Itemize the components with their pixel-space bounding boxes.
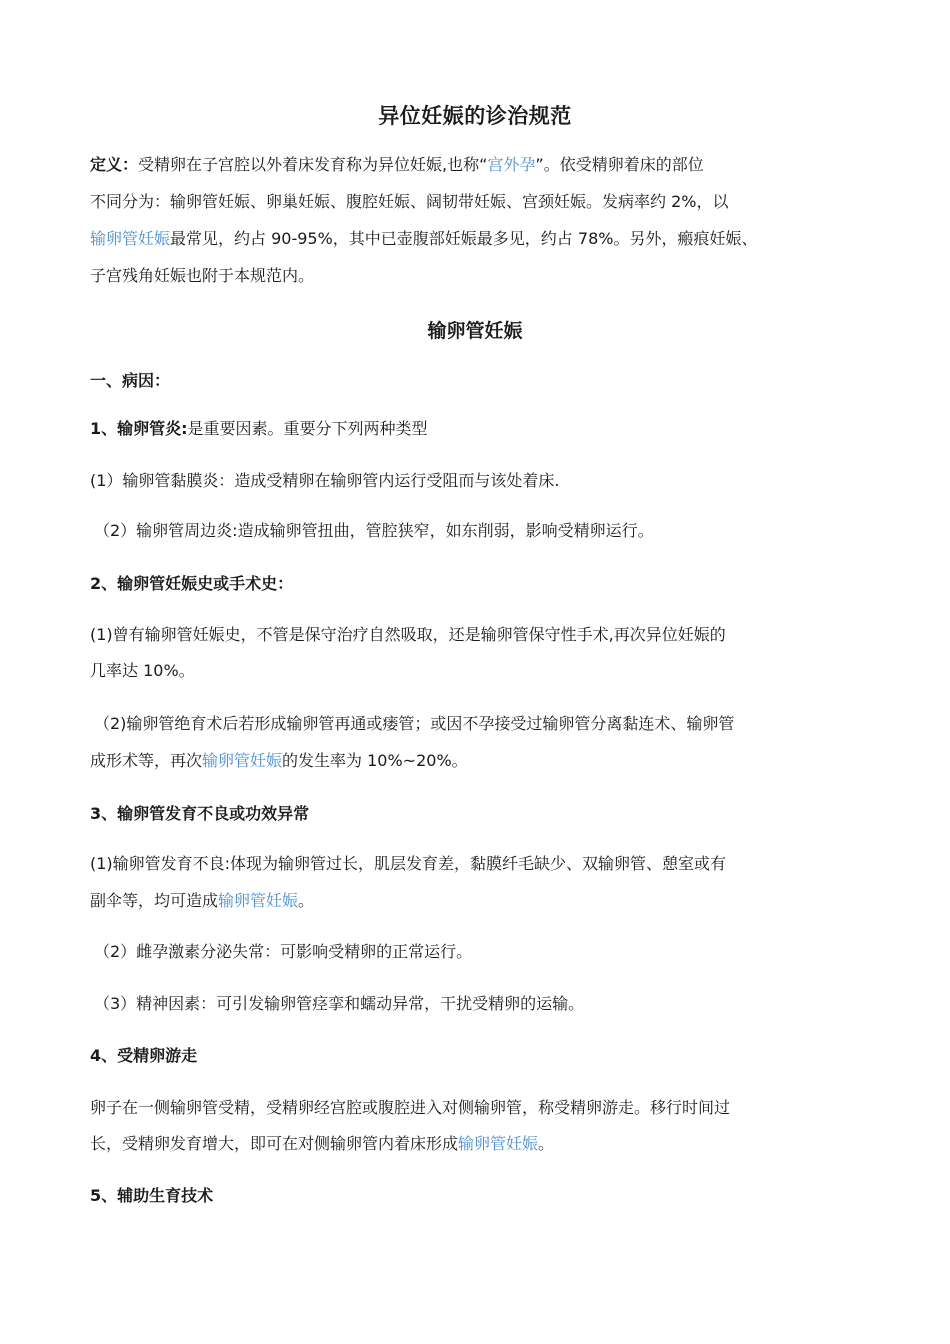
item5-heading: 5、辅助生育技术	[90, 1186, 214, 1205]
link-tubal-pregnancy[interactable]: 输卵管妊娠	[202, 751, 283, 770]
item4-text: 长，受精卵发育增大，即可在对侧输卵管内着床形成	[90, 1134, 459, 1153]
item2-text: 成形术等，再次	[90, 751, 203, 770]
definition-text: 最常见，约占 90-95%，其中已壶腹部妊娠最多见，约占 78%。另外，瘢痕妊娠、	[170, 229, 758, 248]
section-title: 输卵管妊娠	[427, 320, 523, 342]
item3-sub2: （2）雌孕激素分泌失常：可影响受精卵的正常运行。	[94, 942, 473, 961]
definition-text: ”。依受精卵着床的部位	[535, 155, 704, 174]
item2-sub1-line2: 几率达 10%。	[90, 661, 195, 680]
definition-line-2: 不同分为：输卵管妊娠、卵巢妊娠、腹腔妊娠、阔韧带妊娠、宫颈妊娠。发病率约 2%，以	[90, 192, 729, 211]
definition-text: 受精卵在子宫腔以外着床发育称为异位妊娠,也称“	[138, 155, 488, 174]
item2-sub2-line1: （2)输卵管绝育术后若形成输卵管再通或瘘管；或因不孕接受过输卵管分离黏连术、输卵管	[94, 714, 735, 733]
etiology-heading: 一、病因：	[90, 371, 171, 390]
definition-line-4: 子宫残角妊娠也附于本规范内。	[90, 266, 315, 285]
link-ectopic[interactable]: 宫外孕	[487, 155, 536, 174]
link-tubal-pregnancy[interactable]: 输卵管妊娠	[218, 891, 299, 910]
item1-sub2: （2）输卵管周边炎:造成输卵管扭曲，管腔狭窄，如东削弱，影响受精卵运行。	[94, 521, 654, 540]
item3-text: 。	[298, 891, 315, 910]
item2-heading: 2、输卵管妊娠史或手术史：	[90, 574, 294, 593]
item2-sub2-line2	[90, 750, 880, 772]
item1-sub1: (1）输卵管黏膜炎：造成受精卵在输卵管内运行受阻而与该处着床.	[90, 471, 560, 490]
item3-heading: 3、输卵管发育不良或功效异常	[90, 804, 310, 823]
item4-line2	[90, 1133, 880, 1155]
item4-text: 。	[538, 1134, 555, 1153]
link-tubal-pregnancy[interactable]: 输卵管妊娠	[458, 1134, 539, 1153]
item2-text: 的发生率为 10%~20%。	[282, 751, 468, 770]
item1-heading-text: 是重要因素。重要分下列两种类型	[187, 419, 428, 438]
document-title: 异位妊娠的诊治规范	[378, 104, 572, 128]
definition-label: 定义：	[90, 155, 139, 174]
item3-sub1-line1: (1)输卵管发育不良:体现为输卵管过长，肌层发育差，黏膜纤毛缺少、双输卵管、憩室或有	[90, 854, 727, 873]
item3-sub3: （3）精神因素：可引发输卵管痉挛和蠕动异常，干扰受精卵的运输。	[94, 994, 585, 1013]
item3-sub1-line2	[90, 890, 880, 912]
item2-sub1-line1: (1)曾有输卵管妊娠史，不管是保守治疗自然吸取，还是输卵管保守性手术,再次异位妊娠的	[90, 625, 726, 644]
item3-text: 副伞等，均可造成	[90, 891, 219, 910]
link-tubal-pregnancy[interactable]: 输卵管妊娠	[90, 229, 171, 248]
item4-line1: 卵子在一侧输卵管受精，受精卵经宫腔或腹腔进入对侧输卵管，称受精卵游走。移行时间过	[90, 1098, 731, 1117]
item4-heading: 4、受精卵游走	[90, 1046, 198, 1065]
definition-line-3	[90, 228, 880, 250]
item1-heading-bold: 1、输卵管炎:	[90, 419, 188, 438]
item1-heading	[90, 418, 880, 440]
definition-line-1	[90, 154, 880, 176]
